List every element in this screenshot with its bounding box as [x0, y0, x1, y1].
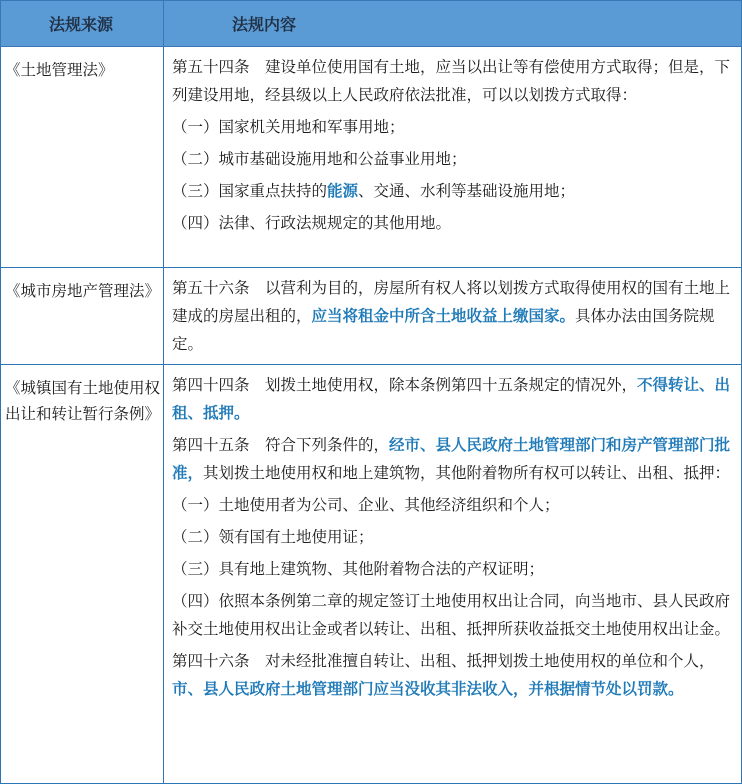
article-post: 其划拨土地使用权和地上建筑物，其他附着物所有权可以转让、出租、抵押： [203, 464, 731, 482]
list-item: （一）土地使用者为公司、企业、其他经济组织和个人； [172, 496, 560, 514]
list-item: （二）领有国有土地使用证； [172, 528, 374, 546]
table-header-row [1, 1, 742, 47]
content-cell [164, 365, 742, 784]
highlight-text: 市、县人民政府土地管理部门应当没收其非法收入，并根据情节处以罚款。 [172, 680, 684, 698]
content-cell [164, 47, 742, 268]
article-pre: 第四十五条 符合下列条件的， [172, 436, 390, 454]
source-cell: 《城市房地产管理法》 [1, 268, 164, 365]
list-item: （四）法律、行政法规规定的其他用地。 [172, 214, 452, 232]
highlight-text: 应当将租金中所含土地收益上缴国家。 [311, 307, 576, 325]
highlight-text: 能源 [327, 182, 359, 200]
highlight-text: 不得转让、出租、抵押。 [172, 376, 731, 422]
source-cell: 《城镇国有土地使用权出让和转让暂行条例》 [1, 365, 164, 784]
article-text [172, 431, 735, 487]
article-text [172, 647, 735, 703]
list-item: （四）依照本条例第二章的规定签订土地使用权出让合同，向当地市、县人民政府补交土地使用权出让金或者以转让、出租、抵押所获收益抵交土地使用权出让金。 [172, 592, 731, 638]
article-pre: 第四十四条 划拨土地使用权，除本条例第四十五条规定的情况外， [172, 376, 638, 394]
article-pre: 第四十六条 对未经批准擅自转让、出租、抵押划拨土地使用权的单位和个人， [172, 652, 715, 670]
source-cell: 《土地管理法》 [1, 47, 164, 268]
article-pre: 第五十六条 以营利为目的，房屋所有权人将以划拨方式取得使用权的国有土地上建成的房屋出租的， [172, 279, 731, 325]
list-item [172, 177, 735, 205]
list-item: （三）具有地上建筑物、其他附着物合法的产权证明； [172, 560, 545, 578]
item-text: 、交通、水利等基础设施用地； [358, 182, 576, 200]
article-text [172, 371, 735, 427]
content-cell [164, 268, 742, 365]
item-text: （三）国家重点扶持的 [172, 182, 328, 200]
article-post: 具体办法由国务院规定。 [172, 307, 715, 353]
highlight-text: 经市、县人民政府土地管理部门和房产管理部门批准， [172, 436, 731, 482]
header-content: 法规内容 [164, 1, 742, 47]
list-item: （一）国家机关用地和军事用地； [172, 118, 405, 136]
list-item: （二）城市基础设施用地和公益事业用地； [172, 150, 467, 168]
article-text [172, 274, 735, 358]
table-row [1, 47, 742, 268]
header-source: 法规来源 [1, 1, 164, 47]
article-text: 第五十四条 建设单位使用国有土地，应当以出让等有偿使用方式取得；但是，下列建设用地，经县级以上人民政府依法批准，可以以划拨方式取得： [172, 58, 731, 104]
table-row [1, 365, 742, 784]
table-row [1, 268, 742, 365]
